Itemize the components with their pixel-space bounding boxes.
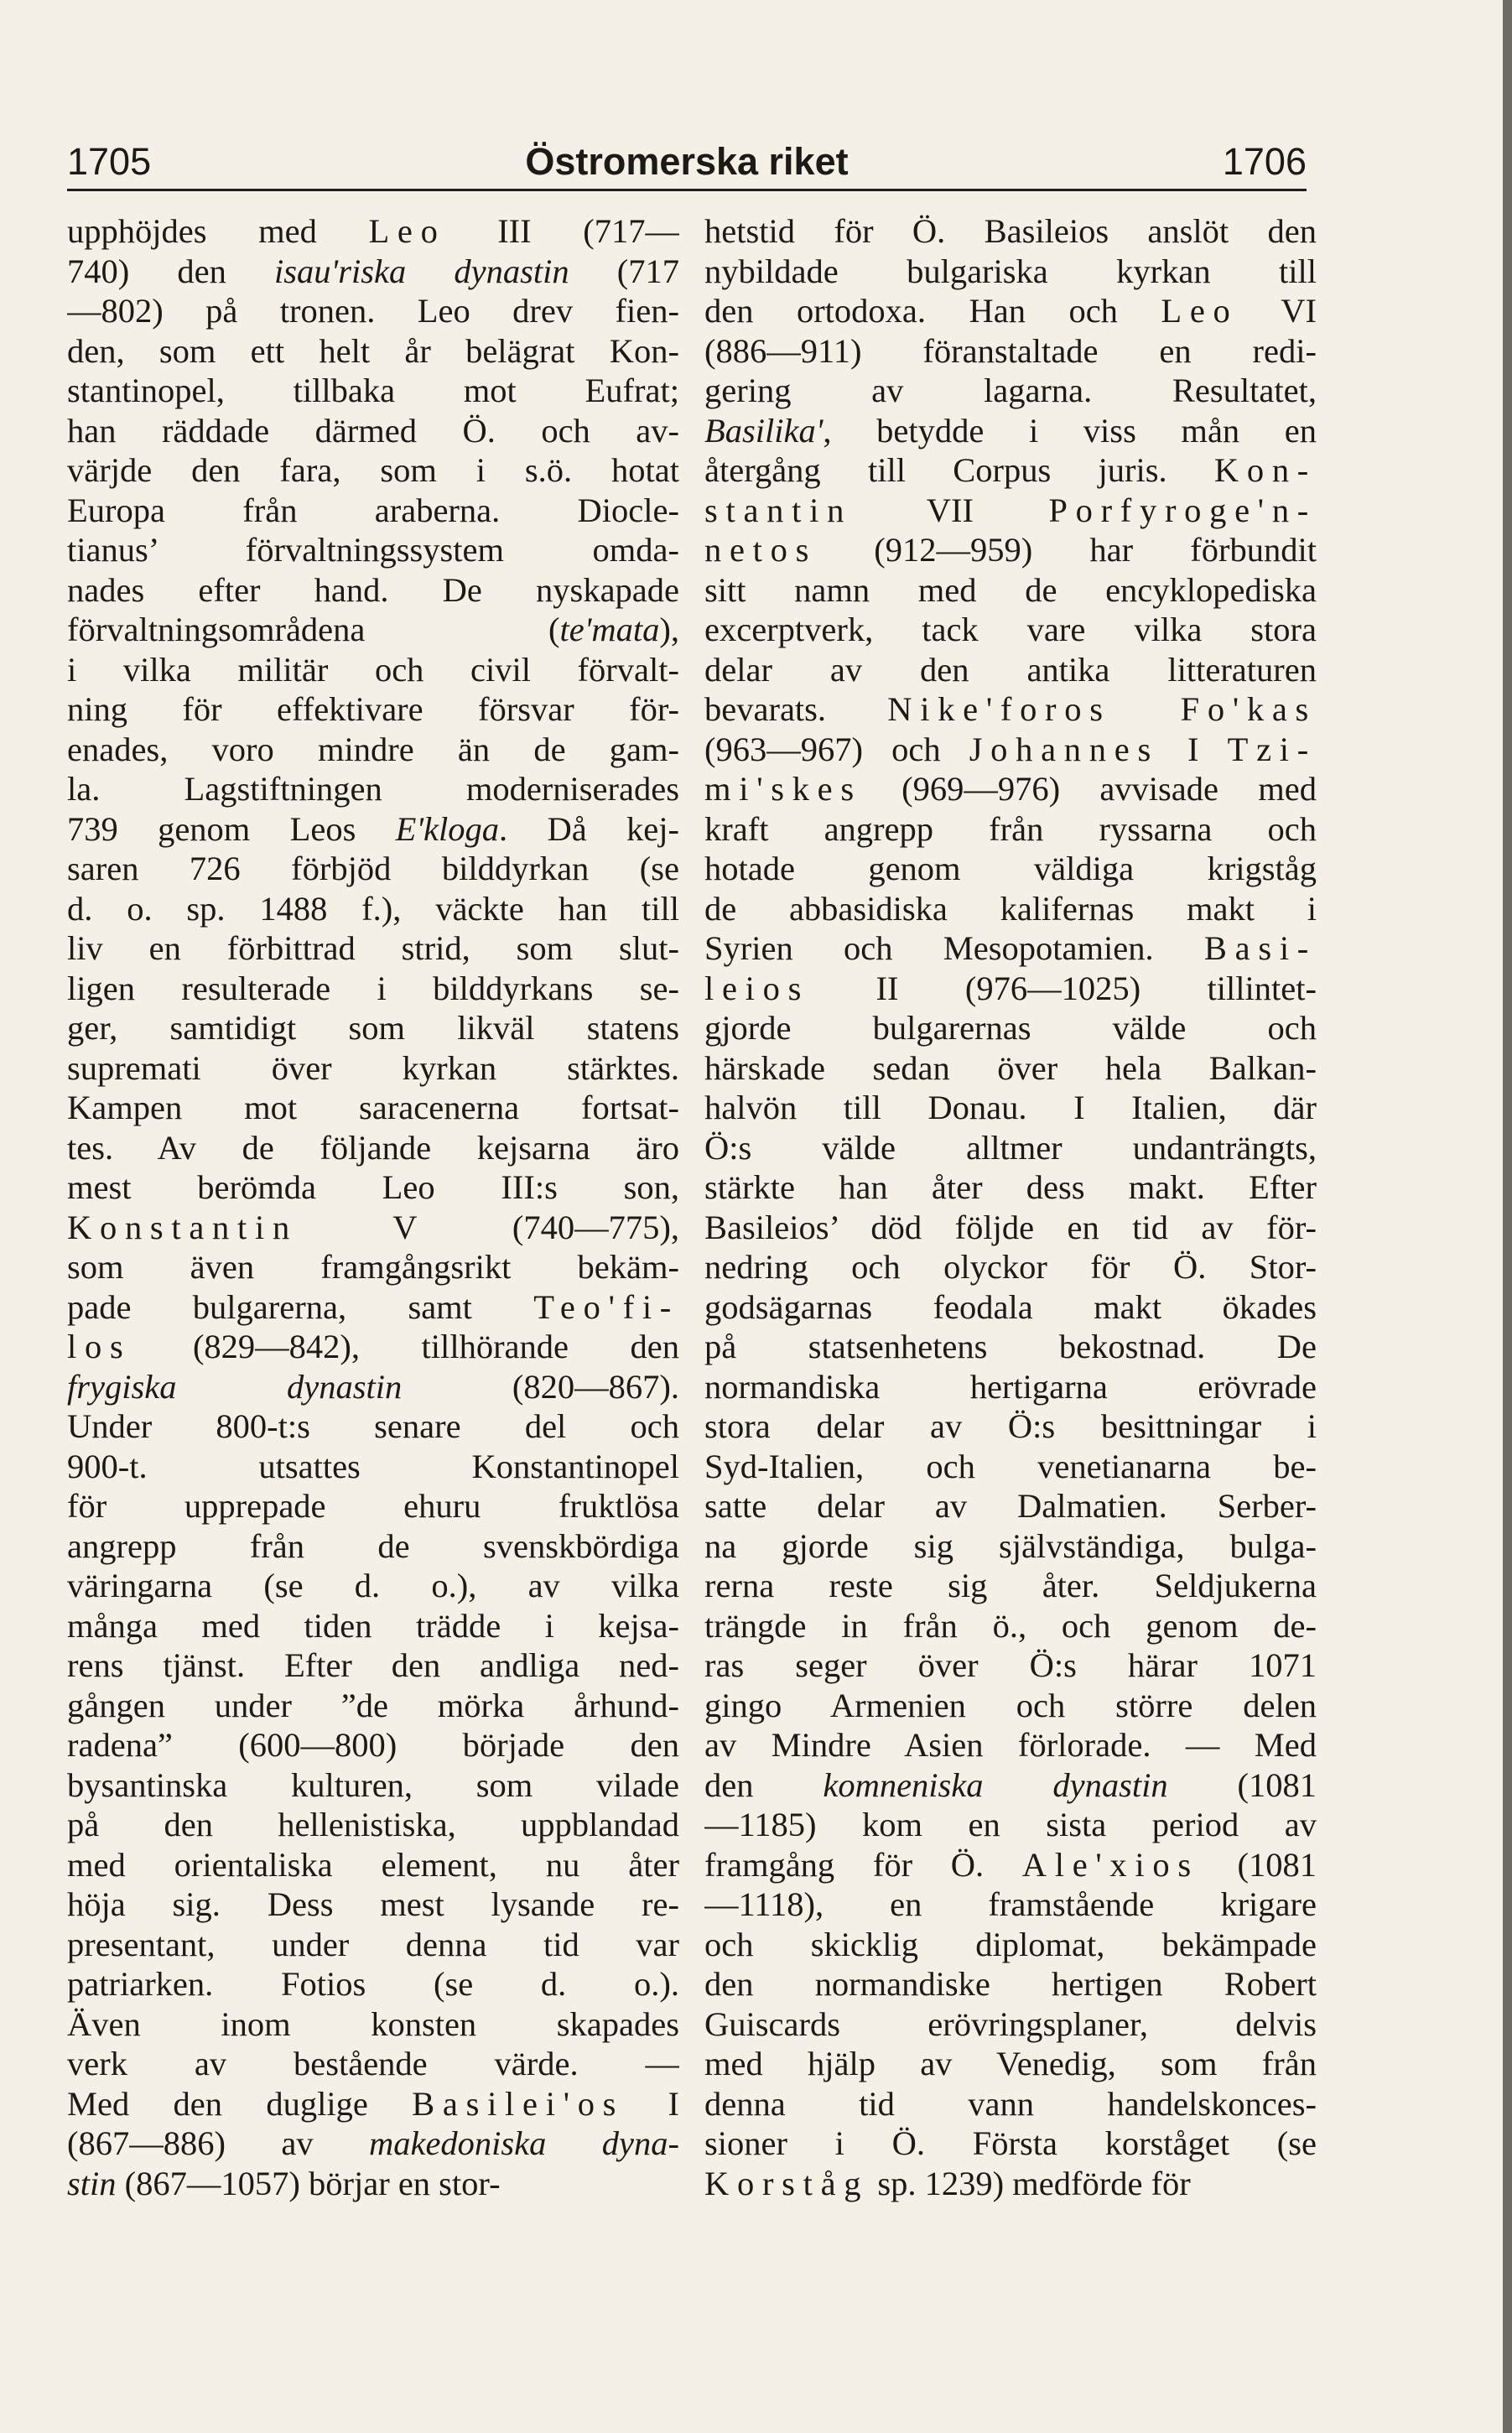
page-edge-shadow bbox=[1503, 0, 1512, 2433]
italic-term: makedoniska dyna- bbox=[368, 2124, 679, 2162]
text-run: och skicklig diplomat, bekämpade bbox=[704, 1925, 1317, 1963]
italic-term: te'mata bbox=[559, 611, 660, 648]
text-run: värjde den fara, som i s.ö. hotat bbox=[67, 451, 679, 489]
text-line bbox=[704, 2044, 1317, 2084]
text-run: (717 bbox=[569, 252, 679, 290]
text-run: rerna reste sig åter. Seldjukerna bbox=[704, 1567, 1317, 1604]
text-line bbox=[67, 650, 679, 690]
text-run: hotade genom väldiga krigståg bbox=[704, 850, 1317, 887]
italic-term: isau'riska dynastin bbox=[274, 252, 569, 290]
text-line bbox=[67, 769, 679, 809]
text-line bbox=[67, 1327, 679, 1367]
text-run: —1118), en framstående krigare bbox=[704, 1885, 1317, 1923]
text-run: bevarats. bbox=[704, 690, 888, 728]
text-line bbox=[704, 1645, 1317, 1686]
text-run: härskade sedan över hela Balkan- bbox=[704, 1048, 1317, 1087]
right-page-number: 1706 bbox=[1222, 140, 1307, 183]
text-line bbox=[704, 1367, 1317, 1407]
text-line bbox=[704, 450, 1317, 491]
text-run: Ö:s välde alltmer undanträngts, bbox=[704, 1128, 1317, 1167]
text-run: den ortodoxa. Han och bbox=[704, 292, 1161, 330]
text-line bbox=[704, 1008, 1317, 1048]
text-line bbox=[67, 2124, 679, 2164]
text-run: III (717— bbox=[445, 212, 679, 250]
text-run: Med den duglige bbox=[67, 2084, 413, 2123]
text-line bbox=[67, 2084, 679, 2124]
text-run: i vilka militär och civil förvalt- bbox=[67, 650, 679, 689]
text-line bbox=[704, 1247, 1317, 1287]
text-run: nades efter hand. De nyskapade bbox=[67, 570, 679, 609]
text-line bbox=[67, 1964, 679, 2004]
text-run: —802) på tronen. Leo drev fien- bbox=[67, 292, 679, 330]
text-line bbox=[67, 1606, 679, 1646]
text-line bbox=[704, 889, 1317, 929]
text-line bbox=[704, 1765, 1317, 1806]
text-run: många med tiden trädde i kejsa- bbox=[67, 1606, 679, 1645]
text-line bbox=[704, 1088, 1317, 1128]
text-run: på statsenhetens bekostnad. De bbox=[704, 1328, 1317, 1365]
text-line bbox=[704, 849, 1317, 889]
text-line bbox=[704, 570, 1317, 611]
text-run: rens tjänst. Efter den andliga ned- bbox=[67, 1646, 679, 1684]
text-run: 900-t. utsattes Konstantinopel bbox=[67, 1447, 679, 1485]
text-line bbox=[67, 1526, 679, 1567]
text-run: bysantinska kulturen, som vilade bbox=[67, 1765, 679, 1804]
text-line bbox=[67, 689, 679, 730]
text-run: (820—867). bbox=[402, 1367, 679, 1406]
spaced-name: Korståg bbox=[704, 2164, 870, 2202]
spaced-name: Nike'foros Fo'kas bbox=[887, 690, 1317, 728]
text-run: Kampen mot saracenerna fortsat- bbox=[67, 1089, 679, 1126]
text-line bbox=[704, 1566, 1317, 1606]
text-line bbox=[67, 2164, 679, 2204]
italic-term: frygiska dynastin bbox=[67, 1367, 403, 1406]
text-line bbox=[704, 2084, 1317, 2124]
text-line bbox=[67, 1287, 679, 1328]
text-line bbox=[67, 928, 679, 969]
text-run: Basileios’ död följde en tid av för- bbox=[704, 1208, 1317, 1246]
text-run: godsägarnas feodala makt ökades bbox=[704, 1287, 1317, 1326]
text-run: han räddade därmed Ö. och av- bbox=[67, 411, 679, 450]
spaced-name: Tzi- bbox=[1227, 730, 1317, 768]
text-run: tianus’ förvaltningssystem omda- bbox=[67, 531, 679, 569]
text-line bbox=[704, 530, 1317, 570]
text-line bbox=[67, 1048, 679, 1089]
text-run: enades, voro mindre än de gam- bbox=[67, 730, 679, 768]
text-run: hetstid för Ö. Basileios anslöt den bbox=[704, 212, 1317, 250]
text-line bbox=[67, 450, 679, 491]
text-line bbox=[67, 1406, 679, 1447]
text-run: verk av bestående värde. — bbox=[67, 2045, 679, 2082]
spaced-name: Leo bbox=[1161, 292, 1239, 330]
text-line bbox=[67, 1447, 679, 1487]
text-run: halvön till Donau. I Italien, där bbox=[704, 1089, 1317, 1126]
text-run: —1185) kom en sista period av bbox=[704, 1806, 1317, 1843]
text-run: med hjälp av Venedig, som från bbox=[704, 2045, 1317, 2082]
text-run: väringarna (se d. o.), av vilka bbox=[67, 1567, 679, 1604]
spaced-name: Leo bbox=[368, 212, 446, 250]
text-line bbox=[67, 889, 679, 929]
text-line bbox=[704, 1406, 1317, 1447]
text-run: VII bbox=[852, 491, 1049, 529]
text-run: I bbox=[1158, 730, 1228, 768]
text-line bbox=[704, 1725, 1317, 1765]
text-run: sioner i Ö. Första korståget (se bbox=[704, 2124, 1317, 2162]
text-run: la. Lagstiftningen moderniserades bbox=[67, 770, 679, 808]
text-run: denna tid vann handelskonces- bbox=[704, 2084, 1317, 2123]
spaced-name: leios bbox=[704, 969, 810, 1007]
text-line bbox=[704, 211, 1317, 252]
text-run: de abbasidiska kalifernas makt i bbox=[704, 889, 1317, 928]
text-run: d. o. sp. 1488 f.), väckte han till bbox=[67, 889, 679, 928]
text-line bbox=[67, 849, 679, 889]
text-run: som även framgångsrikt bekäm- bbox=[67, 1248, 679, 1286]
text-run: presentant, under denna tid var bbox=[67, 1925, 679, 1963]
text-run: ger, samtidigt som likväl statens bbox=[67, 1009, 679, 1047]
text-run: I bbox=[624, 2084, 679, 2123]
text-line bbox=[67, 2044, 679, 2084]
text-line bbox=[704, 1327, 1317, 1367]
text-run: stärkte han åter dess makt. Efter bbox=[704, 1168, 1317, 1206]
running-head bbox=[67, 122, 1307, 183]
text-line bbox=[704, 1686, 1317, 1726]
text-run: na gjorde sig självständiga, bulga- bbox=[704, 1526, 1317, 1565]
page-title: Östromerska riket bbox=[525, 140, 849, 183]
left-page-number: 1705 bbox=[67, 140, 152, 183]
text-run: (912—959) har förbundit bbox=[817, 531, 1317, 569]
text-run: stantinopel, tillbaka mot Eufrat; bbox=[67, 372, 679, 409]
text-line bbox=[704, 1964, 1317, 2004]
text-run: återgång till Corpus juris. bbox=[704, 451, 1214, 489]
text-line bbox=[704, 2164, 1317, 2204]
text-run: Syrien och Mesopotamien. bbox=[704, 929, 1204, 967]
left-column bbox=[67, 211, 679, 2203]
spaced-name: Basilei'os bbox=[412, 2084, 625, 2123]
text-line bbox=[67, 491, 679, 531]
text-run: nedring och olyckor för Ö. Stor- bbox=[704, 1248, 1317, 1286]
text-line bbox=[67, 371, 679, 411]
text-run: framgång för Ö. bbox=[704, 1845, 1022, 1884]
text-line bbox=[67, 1725, 679, 1765]
text-run: upphöjdes med bbox=[67, 212, 369, 250]
text-run: sp. 1239) medförde för bbox=[869, 2164, 1191, 2202]
text-run: på den hellenistiska, uppblandad bbox=[67, 1806, 679, 1843]
text-run: excerptverk, tack vare vilka stora bbox=[704, 611, 1317, 648]
text-run: (867—886) av bbox=[67, 2124, 369, 2162]
text-line bbox=[67, 411, 679, 451]
text-line bbox=[704, 411, 1317, 451]
text-run: den bbox=[704, 1765, 824, 1804]
text-line bbox=[67, 1167, 679, 1208]
spaced-name: stantin bbox=[704, 491, 853, 529]
text-run: radena” (600—800) började den bbox=[67, 1726, 679, 1764]
text-run: delar av den antika litteraturen bbox=[704, 650, 1317, 689]
italic-term: Basilika' bbox=[704, 411, 824, 450]
text-run: den, som ett helt år belägrat Kon- bbox=[67, 331, 679, 370]
italic-term: komneniska dynastin bbox=[823, 1765, 1168, 1804]
text-run: (829—842), tillhörande den bbox=[131, 1328, 679, 1365]
text-line bbox=[704, 2004, 1317, 2045]
text-line bbox=[67, 809, 679, 850]
text-line bbox=[704, 610, 1317, 650]
text-run: mest berömda Leo III:s son, bbox=[67, 1168, 679, 1206]
spaced-name: Johannes bbox=[969, 730, 1159, 768]
text-line bbox=[704, 2124, 1317, 2164]
text-line bbox=[67, 211, 679, 252]
text-run: (867—1057) börjar en stor- bbox=[116, 2164, 501, 2202]
text-run: för upprepade ehuru fruktlösa bbox=[67, 1487, 679, 1525]
text-run: Under 800-t:s senare del och bbox=[67, 1407, 679, 1445]
italic-term: E'kloga bbox=[395, 809, 500, 848]
text-line bbox=[704, 1925, 1317, 1965]
text-line bbox=[67, 969, 679, 1009]
text-line bbox=[704, 1845, 1317, 1885]
text-run: pade bulgarerna, samt bbox=[67, 1287, 534, 1326]
text-line bbox=[67, 1088, 679, 1128]
text-run: liv en förbittrad strid, som slut- bbox=[67, 929, 679, 967]
text-line bbox=[67, 1765, 679, 1806]
text-line bbox=[67, 1486, 679, 1526]
italic-term: stin bbox=[67, 2164, 117, 2202]
text-run: tes. Av de följande kejsarna äro bbox=[67, 1128, 679, 1167]
text-line bbox=[704, 491, 1317, 531]
text-run: , betydde i viss mån en bbox=[823, 411, 1317, 450]
text-line bbox=[704, 1208, 1317, 1248]
spaced-name: los bbox=[67, 1328, 132, 1365]
text-line bbox=[67, 610, 679, 650]
text-run: V (740—775), bbox=[297, 1208, 679, 1246]
text-line bbox=[704, 730, 1317, 770]
text-line bbox=[67, 1128, 679, 1168]
text-run: suprematі över kyrkan stärktes. bbox=[67, 1048, 679, 1087]
text-line bbox=[704, 1048, 1317, 1089]
text-run: ), bbox=[659, 611, 679, 648]
text-line bbox=[704, 1486, 1317, 1526]
text-run: ras seger över Ö:s härar 1071 bbox=[704, 1646, 1317, 1684]
right-column bbox=[704, 211, 1317, 2203]
text-line bbox=[704, 1447, 1317, 1487]
text-run: förvaltningsområdena ( bbox=[67, 611, 560, 648]
text-line bbox=[704, 1606, 1317, 1646]
text-run: (963—967) och bbox=[704, 730, 969, 768]
text-run: Syd-Italien, och venetianarna be- bbox=[704, 1447, 1317, 1485]
text-line bbox=[704, 969, 1317, 1009]
spaced-name: Kon- bbox=[1213, 451, 1317, 489]
text-line bbox=[704, 1128, 1317, 1168]
text-run: normandiska hertigarna erövrade bbox=[704, 1367, 1317, 1406]
text-line bbox=[67, 730, 679, 770]
text-run: (1081 bbox=[1198, 1845, 1317, 1884]
text-run: med orientaliska element, nu åter bbox=[67, 1845, 679, 1884]
text-line bbox=[67, 1247, 679, 1287]
text-run: ning för effektivare försvar för- bbox=[67, 690, 679, 728]
text-run: sitt namn med de encyklopediska bbox=[704, 570, 1317, 609]
text-run: Europa från araberna. Diocle- bbox=[67, 491, 679, 529]
text-line bbox=[704, 650, 1317, 690]
text-run: gången under ”de mörka århund- bbox=[67, 1686, 679, 1724]
text-line bbox=[704, 809, 1317, 850]
text-line bbox=[67, 1885, 679, 1925]
text-run: stora delar av Ö:s besittningar i bbox=[704, 1407, 1317, 1445]
text-line bbox=[67, 1208, 679, 1248]
text-run: (1081 bbox=[1167, 1765, 1317, 1804]
text-line bbox=[704, 252, 1317, 292]
text-line bbox=[67, 1686, 679, 1726]
text-line bbox=[704, 928, 1317, 969]
text-line bbox=[704, 1167, 1317, 1208]
spaced-name: Konstantin bbox=[67, 1208, 298, 1246]
text-line bbox=[67, 1566, 679, 1606]
text-run: saren 726 förbjöd bilddyrkan (se bbox=[67, 850, 679, 887]
text-run: kraft angrepp från ryssarna och bbox=[704, 809, 1317, 848]
text-run: gingo Armenien och större delen bbox=[704, 1686, 1317, 1724]
text-run: nybildade bulgariska kyrkan till bbox=[704, 252, 1317, 290]
text-run: ligen resulterade i bilddyrkans se- bbox=[67, 969, 679, 1007]
text-line bbox=[67, 1925, 679, 1965]
text-line bbox=[67, 1805, 679, 1845]
spaced-name: Basi- bbox=[1203, 929, 1317, 967]
text-line bbox=[67, 1367, 679, 1407]
text-run: Även inom konsten skapades bbox=[67, 2004, 679, 2043]
text-line bbox=[67, 570, 679, 611]
text-line bbox=[67, 291, 679, 331]
spaced-name: Teo'fi- bbox=[533, 1287, 679, 1326]
text-line bbox=[704, 1805, 1317, 1845]
text-run: trängde in från ö., och genom de- bbox=[704, 1606, 1317, 1645]
text-run: av Mindre Asien förlorade. — Med bbox=[704, 1726, 1317, 1764]
text-line bbox=[704, 1526, 1317, 1567]
header-rule bbox=[67, 189, 1307, 191]
text-line bbox=[67, 331, 679, 372]
text-run: . Då kej- bbox=[499, 809, 679, 848]
text-line bbox=[704, 1885, 1317, 1925]
text-line bbox=[704, 331, 1317, 372]
spaced-name: Porfyroge'n- bbox=[1048, 491, 1317, 529]
text-run: Guiscards erövringsplaner, delvis bbox=[704, 2004, 1317, 2043]
spaced-name: Ale'xios bbox=[1021, 1845, 1199, 1884]
text-run: höja sig. Dess mest lysande re- bbox=[67, 1885, 679, 1923]
text-run: VI bbox=[1238, 292, 1317, 330]
spaced-name: mi'skes bbox=[704, 770, 862, 808]
text-line bbox=[67, 530, 679, 570]
text-run: patriarken. Fotios (se d. o.). bbox=[67, 1965, 679, 2003]
text-run: gering av lagarna. Resultatet, bbox=[704, 372, 1317, 409]
text-line bbox=[704, 1287, 1317, 1328]
text-line bbox=[67, 2004, 679, 2045]
text-line bbox=[67, 1845, 679, 1885]
text-run: (969—976) avvisade med bbox=[861, 770, 1317, 808]
text-line bbox=[67, 1008, 679, 1048]
spaced-name: netos bbox=[704, 531, 818, 569]
text-run: angrepp från de svenskbördiga bbox=[67, 1526, 679, 1565]
text-run: 739 genom Leos bbox=[67, 809, 396, 848]
text-run: II (976—1025) tillintet- bbox=[809, 969, 1317, 1007]
text-line bbox=[704, 769, 1317, 809]
text-run: 740) den bbox=[67, 252, 275, 290]
text-line bbox=[67, 1645, 679, 1686]
text-run: gjorde bulgarernas välde och bbox=[704, 1009, 1317, 1047]
text-run: (886—911) föranstaltade en redi- bbox=[704, 331, 1317, 370]
text-line bbox=[704, 291, 1317, 331]
text-line bbox=[704, 689, 1317, 730]
text-line bbox=[67, 252, 679, 292]
text-run: den normandiske hertigen Robert bbox=[704, 1965, 1317, 2003]
text-run: satte delar av Dalmatien. Serber- bbox=[704, 1487, 1317, 1525]
text-line bbox=[704, 371, 1317, 411]
